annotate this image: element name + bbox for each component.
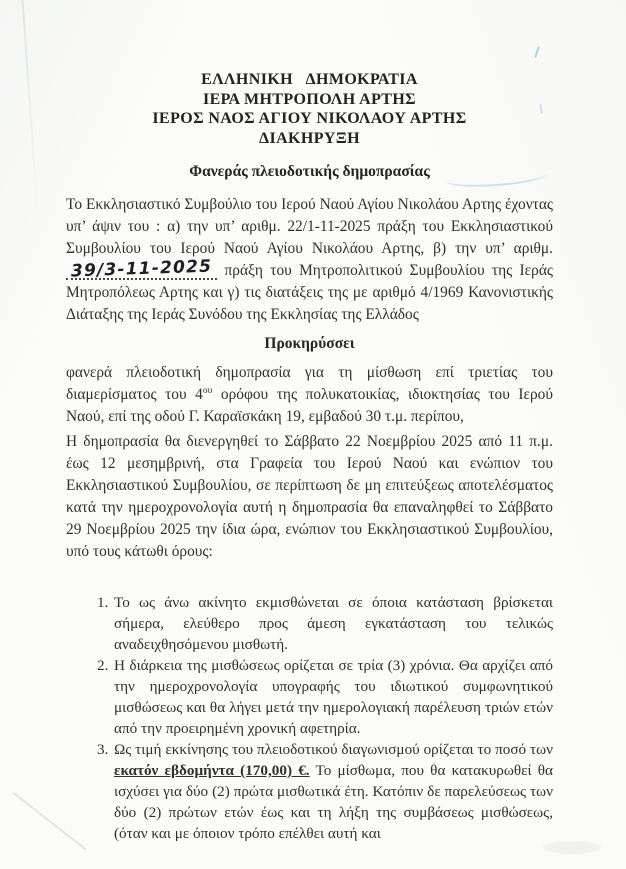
term-text-after-price: Το μίσθωμα, που θα κατακυρωθεί θα ισχύσει για δύο (2) πρώτα μισθωτικά έτη. Κατόπιν δε παρελεύσεως των δύο (2) πρώτων ετών έως και τη λήξη της συμβάσεως μισθώσεως, (όταν και με όποιον τρόπο επέλθει αυτή και [114, 762, 554, 842]
intro-text-after: πράξη του Μητροπολιτικού Συμβουλίου της Ιεράς Μητροπόλεως Αρτης και γ) τις διατάξεις της με αριθμό 4/1969 Κανονιστικής Διάταξης της Ιεράς Συνόδου της Εκκλησίας της Ελλάδος [66, 262, 553, 323]
handwritten-act-number: 39/3-11-2025 [70, 256, 213, 282]
document-subtitle: Φανεράς πλειοδοτικής δημοπρασίας [189, 163, 430, 180]
starting-price: εκατόν εβδομήντα (170,00) €. [114, 762, 310, 779]
header-line-church: ΙΕΡΟΣ ΝΑΟΣ ΑΓΙΟΥ ΝΙΚΟΛΑΟΥ ΑΡΤΗΣ [152, 110, 467, 127]
term-item-1 [97, 592, 553, 655]
header-line-doc-type: ΔΙΑΚΗΡΥΞΗ [259, 129, 360, 147]
schedule-paragraph: Η δημοπρασία θα διενεργηθεί το Σάββατο 22 Νοεμβρίου 2025 από 11 π.μ. έως 12 μεσημβρινή, στα Γραφεία του Ιερού Ναού και ενώπιον του Εκκλησιαστικού Συμβουλίου, σε περίπτωση δε μη επιτεύξεως αποτελέσματος κατά την ημεροχρονολογία αυτή η δημοπρασία θα επαναληφθεί το Σάββατο 29 Νοεμβρίου 2025 την ίδια ώρα, ενώπιον του Εκκλησιαστικού Συμβουλίου, υπό τους κάτωθι όρους: [66, 433, 553, 560]
term-number: 3. [97, 741, 109, 758]
proclamation-text-after-ordinal: ορόφου της πολυκατοικίας, ιδιοκτησίας του Ιερού Ναού, επί της οδού Γ. Καραϊσκάκη 19, εμβαδού 30 τ.μ. περίπου, [66, 386, 553, 425]
proclamation-paragraph [66, 362, 553, 428]
ordinal-suffix: ου [202, 386, 213, 396]
dotted-fill-line [66, 256, 217, 282]
term-item-3 [97, 739, 553, 844]
term-text [114, 739, 553, 844]
intro-text-before: Το Εκκλησιαστικό Συμβούλιο του Ιερού Ναού Αγίου Νικολάου Αρτης έχοντας υπ’ άψιν του : α) την υπ’ αριθμ. 22/1-11-2025 πράξη του Εκκλησιαστικού Συμβουλίου του Ιερού Ναού Αγίου Νικολάου Αρτης, β) την υπ’ αριθμ. [66, 196, 553, 257]
scan-crease-top-left [21, 0, 39, 219]
term-text-before-price: Ως τιμή εκκίνησης του πλειοδοτικού διαγωνισμού ορίζεται το ποσό των [114, 741, 553, 758]
term-number: 1. [97, 594, 109, 611]
document-content [66, 0, 553, 844]
header-line-republic: ΕΛΛΗΝΙΚΗ ΔΗΜΟΚΡΑΤΙΑ [201, 71, 418, 88]
terms-list [66, 592, 553, 844]
header-line-metropolis: ΙΕΡΑ ΜΗΤΡΟΠΟΛΗ ΑΡΤΗΣ [202, 90, 417, 108]
term-item-2 [97, 655, 553, 739]
term-text: Το ως άνω ακίνητο εκμισθώνεται σε όποια κατάσταση βρίσκεται σήμερα, ελεύθερο προς άμεση εγκατάσταση του τελικώς αναδειχθησόμενου μισθωτή. [114, 594, 553, 653]
term-number: 2. [97, 657, 109, 674]
proclamation-text-before-ordinal: φανερά πλειοδοτική δημοπρασία για τη μίσθωση επί τριετίας του διαμερίσματος του 4 [66, 364, 553, 403]
proclamation-heading: Προκηρύσσει [264, 335, 355, 352]
term-text: Η διάρκεια της μισθώσεως ορίζεται σε τρία (3) χρόνια. Θα αρχίζει από την ημεροχρονολογία υπογραφής του ιδιωτικού συμφωνητικού μισθώσεως και θα λήγει μετά την ημερολογιακή παρέλευση τριών ετών από την προειρημένη χρονική αφετηρία. [114, 657, 553, 737]
intro-paragraph [66, 194, 553, 326]
document-header [66, 70, 553, 181]
